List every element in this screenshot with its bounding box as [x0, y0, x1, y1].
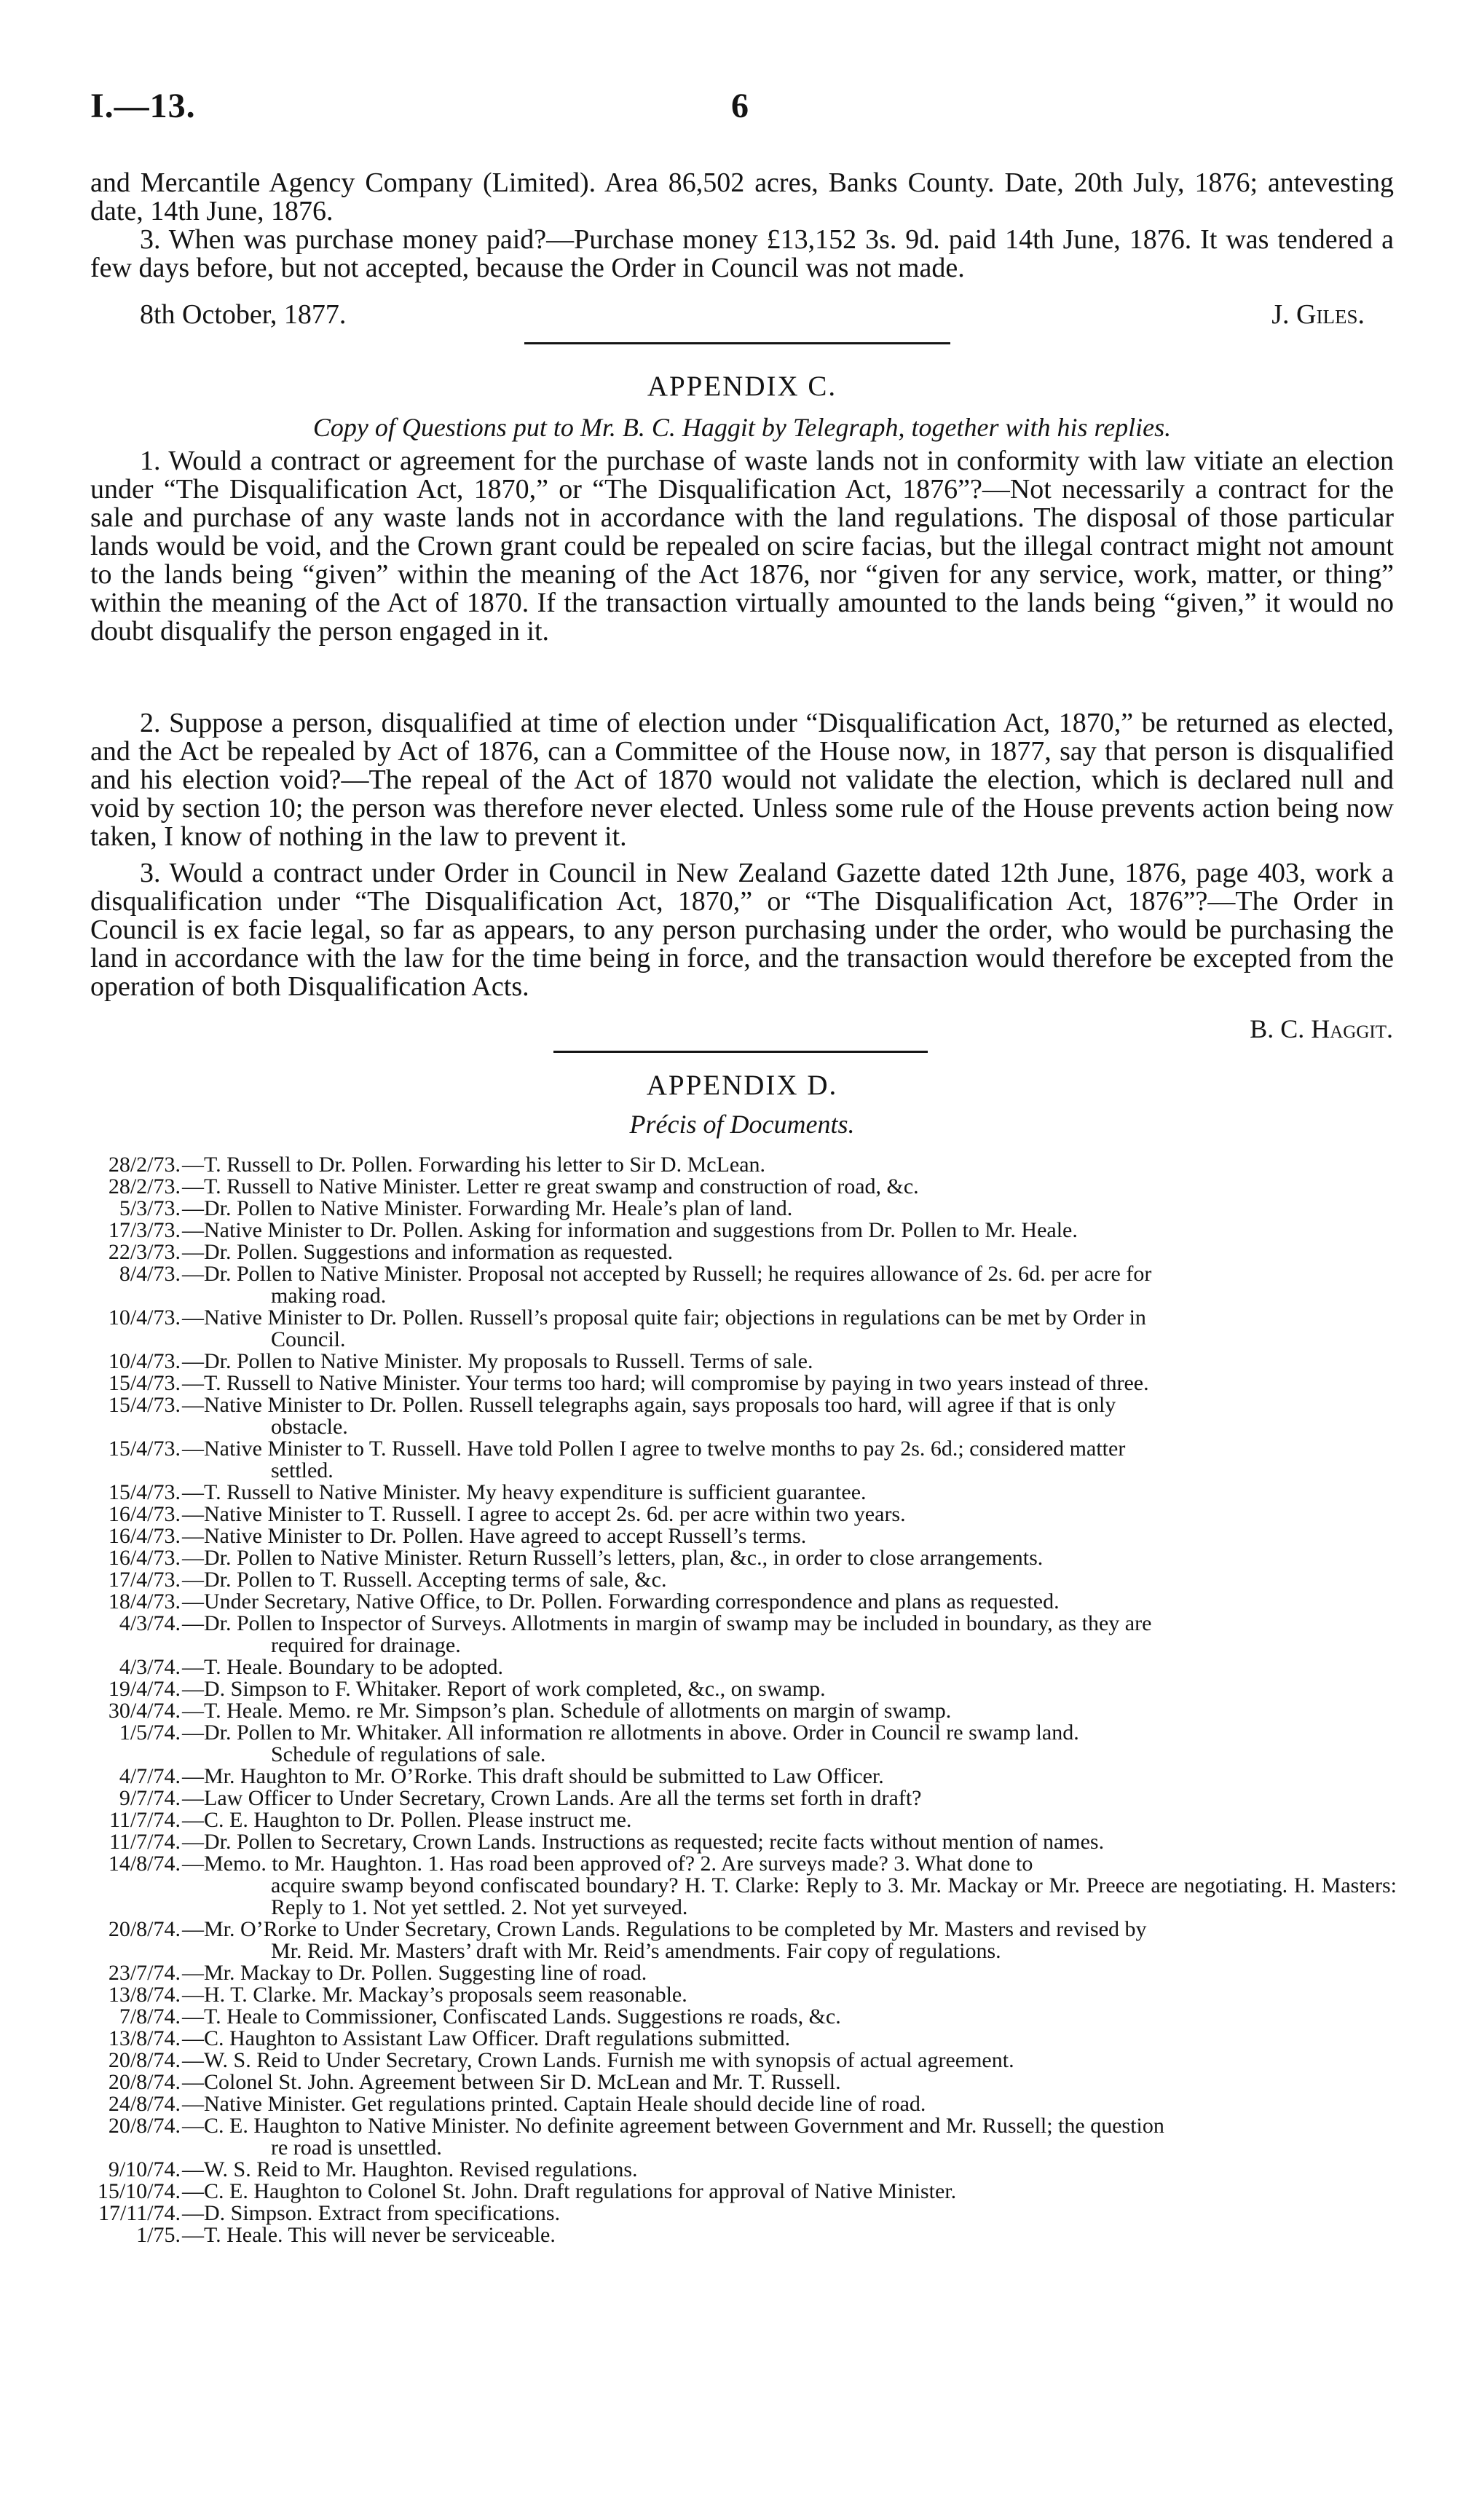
precis-entry-text: [181, 1372, 1397, 1394]
precis-entry-summary: —Dr. Pollen to T. Russell. Accepting terms of sale, &c.: [182, 1568, 667, 1592]
precis-entry-text: [181, 1919, 1397, 1962]
precis-entry: [73, 1154, 1397, 1176]
precis-entry-continuation: obstacle.: [271, 1415, 348, 1439]
precis-entry-summary: —Dr. Pollen. Suggestions and information as requested.: [182, 1240, 674, 1264]
precis-entry-summary: —T. Heale. This will never be serviceable.: [182, 2223, 556, 2247]
precis-entry-summary: —Native Minister to Dr. Pollen. Asking for information and suggestions from Dr. Pollen to Mr. Heale.: [182, 1218, 1078, 1242]
precis-entry-date: 15/4/73.: [108, 1437, 181, 1461]
page-header: [90, 86, 1394, 137]
precis-entry-date: 11/7/74.: [109, 1808, 181, 1832]
precis-entry: [73, 1263, 1397, 1307]
precis-entry-date: 16/4/73.: [108, 1502, 181, 1526]
precis-entry-date: 15/10/74.: [97, 2179, 181, 2203]
precis-entry-summary: —Memo. to Mr. Haughton. 1. Has road been approved of? 2. Are surveys made? 3. What done to: [182, 1852, 1033, 1876]
precis-entry-text: [181, 2159, 1397, 2181]
precis-entry: [73, 1504, 1397, 1525]
precis-entry-text: [181, 1788, 1397, 1809]
precis-entry: [73, 1372, 1397, 1394]
precis-entry-summary: —D. Simpson. Extract from specifications.: [182, 2201, 561, 2225]
precis-entry-date: 20/8/74.: [108, 2070, 181, 2094]
precis-entry: [73, 2115, 1397, 2159]
precis-entry: [73, 1809, 1397, 1831]
precis-entry: [73, 2093, 1397, 2115]
precis-entry-summary: —Dr. Pollen to Mr. Whitaker. All information re allotments in above. Order in Council re swamp land.: [182, 1721, 1079, 1745]
precis-entry-continuation: Schedule of regulations of sale.: [271, 1742, 546, 1766]
precis-entry-summary: —D. Simpson to F. Whitaker. Report of work completed, &c., on swamp.: [182, 1677, 826, 1701]
section-divider: [553, 1051, 928, 1053]
precis-entry-date: 9/10/74.: [108, 2157, 181, 2181]
precis-entry-date: 1/5/74.: [119, 1721, 181, 1745]
precis-entry-text: [181, 2071, 1397, 2093]
precis-entry-date: 14/8/74.: [108, 1852, 181, 1876]
precis-entry-text: [181, 1525, 1397, 1547]
appendix-c-question-1: 1. Would a contract or agreement for the purchase of waste lands not in conformity with law vitiate an election under “The Disqualification Act, 1870,” or “The Disqualification Act, 1876”?—Not necessarily a contract for the sale and purchase of any waste lands not in accordance with the land regulations. The disposal of those particular lands would be void, and the Crown grant could be repealed on scire facias, but the illegal contract might not amount to the lands being “given” within the meaning of the Act 1876, nor “given for any service, work, matter, or thing” within the meaning of the Act of 1870. If the transaction virtually amounted to the lands being “given,” it would no doubt disqualify the person engaged in it.: [90, 446, 1394, 647]
precis-entry-summary: —Mr. Haughton to Mr. O’Rorke. This draft should be submitted to Law Officer.: [182, 1764, 884, 1788]
precis-entry: [73, 1394, 1397, 1438]
precis-entry: [73, 1678, 1397, 1700]
precis-list: [73, 1154, 1397, 2246]
appendix-c-signature: B. C. Haggit.: [1250, 1014, 1393, 1043]
precis-entry-summary: —T. Heale. Boundary to be adopted.: [182, 1655, 503, 1679]
precis-entry-date: 9/7/74.: [119, 1786, 181, 1810]
precis-entry-summary: —Native Minister. Get regulations printed. Captain Heale should decide line of road.: [182, 2092, 926, 2116]
precis-entry-date: 24/8/74.: [108, 2092, 181, 2116]
precis-entry-text: [181, 2006, 1397, 2028]
precis-entry-summary: —Dr. Pollen to Native Minister. Return Russell’s letters, plan, &c., in order to close arrangements.: [182, 1546, 1044, 1570]
precis-entry-text: [181, 2028, 1397, 2050]
precis-entry: [73, 1591, 1397, 1613]
precis-entry: [73, 1700, 1397, 1722]
precis-entry: [73, 1351, 1397, 1372]
precis-entry-continuation: settled.: [271, 1458, 334, 1482]
precis-entry: [73, 1831, 1397, 1853]
precis-entry-summary: —Dr. Pollen to Native Minister. Proposal not accepted by Russell; he requires allowance of 2s. 6d. per acre for: [182, 1262, 1152, 1286]
precis-entry-date: 17/11/74.: [98, 2201, 181, 2225]
precis-entry-summary: —T. Heale. Memo. re Mr. Simpson’s plan. Schedule of allotments on margin of swamp.: [182, 1699, 952, 1723]
precis-entry: [73, 1482, 1397, 1504]
precis-entry-continuation: making road.: [271, 1284, 387, 1308]
precis-entry-continuation: acquire swamp beyond confiscated boundary? H. T. Clarke: Reply to 3. Mr. Mackay or Mr. Preece are negotiating. H. Masters: Reply to 1. Not yet settled. 2. Not yet surveyed.: [271, 1873, 1397, 1919]
precis-entry-date: 7/8/74.: [119, 2004, 181, 2029]
precis-entry-summary: —Dr. Pollen to Native Minister. My proposals to Russell. Terms of sale.: [182, 1349, 813, 1373]
precis-entry-date: 1/75.: [136, 2223, 181, 2247]
precis-entry-date: 17/4/73.: [108, 1568, 181, 1592]
precis-entry: [73, 2006, 1397, 2028]
precis-entry: [73, 2181, 1397, 2203]
precis-entry: [73, 2071, 1397, 2093]
precis-entry-text: [181, 1241, 1397, 1263]
precis-entry-date: 16/4/73.: [108, 1524, 181, 1548]
intro-paragraph-2: 3. When was purchase money paid?—Purchase money £13,152 3s. 9d. paid 14th June, 1876. It was tendered a few days before, but not accepted, because the Order in Council was not made.: [90, 224, 1394, 283]
precis-entry-continuation: Mr. Reid. Mr. Masters’ draft with Mr. Reid’s amendments. Fair copy of regulations.: [271, 1939, 1001, 1963]
precis-entry-summary: —Dr. Pollen to Native Minister. Forwarding Mr. Heale’s plan of land.: [182, 1196, 793, 1220]
precis-entry-date: 10/4/73.: [108, 1349, 181, 1373]
precis-entry-summary: —Colonel St. John. Agreement between Sir D. McLean and Mr. T. Russell.: [182, 2070, 841, 2094]
precis-entry-date: 19/4/74.: [108, 1677, 181, 1701]
precis-entry-text: [181, 1438, 1397, 1482]
precis-entry-text: [181, 1678, 1397, 1700]
precis-entry: [73, 1220, 1397, 1241]
intro-date: 8th October, 1877.: [140, 299, 347, 330]
precis-entry-text: [181, 2093, 1397, 2115]
precis-entry-date: 13/8/74.: [108, 1983, 181, 2007]
precis-entry-date: 5/3/73.: [119, 1196, 181, 1220]
precis-entry-summary: —Native Minister to T. Russell. I agree to accept 2s. 6d. per acre within two years.: [182, 1502, 906, 1526]
precis-entry-date: 22/3/73.: [108, 1240, 181, 1264]
precis-entry: [73, 1176, 1397, 1198]
precis-entry-text: [181, 1984, 1397, 2006]
precis-entry: [73, 1198, 1397, 1220]
precis-entry-text: [181, 1220, 1397, 1241]
precis-entry: [73, 1241, 1397, 1263]
precis-entry-continuation: required for drainage.: [271, 1633, 461, 1657]
precis-entry-text: [181, 1831, 1397, 1853]
precis-entry-summary: —Dr. Pollen to Inspector of Surveys. Allotments in margin of swamp may be included in boundary, as they are: [182, 1611, 1152, 1635]
precis-entry-text: [181, 1307, 1397, 1351]
precis-entry-text: [181, 1154, 1397, 1176]
precis-entry-summary: —Law Officer to Under Secretary, Crown Lands. Are all the terms set forth in draft?: [182, 1786, 922, 1810]
precis-entry-summary: —C. E. Haughton to Dr. Pollen. Please instruct me.: [182, 1808, 632, 1832]
precis-entry-date: 20/8/74.: [108, 2048, 181, 2072]
precis-entry-text: [181, 1394, 1397, 1438]
precis-entry-date: 28/2/73.: [108, 1153, 181, 1177]
precis-entry-date: 23/7/74.: [108, 1961, 181, 1985]
precis-entry: [73, 2028, 1397, 2050]
precis-entry-text: [181, 1656, 1397, 1678]
appendix-c-question-3: 3. Would a contract under Order in Council in New Zealand Gazette dated 12th June, 1876, page 403, work a disqualification under “The Disqualification Act, 1870,” or “The Disqualification Act, 1876”?—The Order in Council is ex facie legal, so far as appears, to any person purchasing under the order, who would be purchasing the land in accordance with the law for the time being in force, and the transaction would therefore be excepted from the operation of both Disqualification Acts.: [90, 858, 1394, 1002]
precis-entry-text: [181, 1962, 1397, 1984]
precis-entry-summary: —T. Russell to Dr. Pollen. Forwarding his letter to Sir D. McLean.: [182, 1153, 766, 1177]
precis-entry: [73, 2203, 1397, 2224]
precis-entry-summary: —T. Heale to Commissioner, Confiscated Lands. Suggestions re roads, &c.: [182, 2004, 841, 2029]
precis-entry: [73, 1919, 1397, 1962]
precis-entry-text: [181, 1547, 1397, 1569]
precis-entry-summary: —C. E. Haughton to Native Minister. No definite agreement between Government and Mr. Russell; the question: [182, 2114, 1164, 2138]
section-divider: [524, 342, 950, 344]
precis-entry: [73, 1547, 1397, 1569]
precis-entry-summary: —T. Russell to Native Minister. Letter re great swamp and construction of road, &c.: [182, 1174, 919, 1198]
precis-entry: [73, 2159, 1397, 2181]
precis-entry-text: [181, 1613, 1397, 1656]
precis-entry-date: 15/4/73.: [108, 1393, 181, 1417]
precis-entry-summary: —Mr. O’Rorke to Under Secretary, Crown Lands. Regulations to be completed by Mr. Masters and revised by: [182, 1917, 1147, 1941]
intro-signature: J. Giles.: [1271, 299, 1365, 330]
precis-entry-summary: —Under Secretary, Native Office, to Dr. Pollen. Forwarding correspondence and plans as requested.: [182, 1589, 1060, 1613]
precis-entry-date: 11/7/74.: [109, 1830, 181, 1854]
precis-entry-continuation: Council.: [271, 1327, 346, 1351]
appendix-d-heading: APPENDIX D.: [646, 1070, 838, 1101]
precis-entry: [73, 1307, 1397, 1351]
precis-entry-summary: —Dr. Pollen to Secretary, Crown Lands. Instructions as requested; recite facts without mention of names.: [182, 1830, 1105, 1854]
precis-entry-summary: —C. E. Haughton to Colonel St. John. Draft regulations for approval of Native Minister.: [182, 2179, 957, 2203]
precis-entry: [73, 1853, 1397, 1919]
precis-entry: [73, 1722, 1397, 1766]
precis-entry-text: [181, 1591, 1397, 1613]
document-code: I.—13.: [90, 87, 196, 125]
precis-entry: [73, 1613, 1397, 1656]
appendix-c-subheading: Copy of Questions put to Mr. B. C. Haggit by Telegraph, together with his replies.: [312, 413, 1172, 442]
precis-entry-date: 20/8/74.: [108, 2114, 181, 2138]
precis-entry-summary: —H. T. Clarke. Mr. Mackay’s proposals seem reasonable.: [182, 1983, 687, 2007]
precis-entry-text: [181, 1700, 1397, 1722]
precis-entry-text: [181, 1263, 1397, 1307]
precis-entry: [73, 1766, 1397, 1788]
precis-entry-date: 4/7/74.: [119, 1764, 181, 1788]
appendix-c-question-2: 2. Suppose a person, disqualified at time of election under “Disqualification Act, 1870,” be returned as elected, and the Act be repealed by Act of 1876, can a Committee of the House now, in 1877, say that person is disqualified and his election void?—The repeal of the Act of 1870 would not validate the election, which is declared null and void by section 10; the person was therefore never elected. Unless some rule of the House prevents action being now taken, I know of nothing in the law to prevent it.: [90, 708, 1394, 852]
precis-entry-text: [181, 1351, 1397, 1372]
precis-entry-summary: —Native Minister to Dr. Pollen. Russell telegraphs again, says proposals too hard, will agree if that is only: [182, 1393, 1116, 1417]
precis-entry-date: 8/4/73.: [119, 1262, 181, 1286]
precis-entry-date: 4/3/74.: [119, 1655, 181, 1679]
precis-entry-continuation: re road is unsettled.: [271, 2136, 442, 2160]
precis-entry: [73, 1962, 1397, 1984]
precis-entry-date: 10/4/73.: [108, 1306, 181, 1330]
precis-entry-summary: —Native Minister to T. Russell. Have told Pollen I agree to twelve months to pay 2s. 6d.; considered matter: [182, 1437, 1126, 1461]
precis-entry-text: [181, 2203, 1397, 2224]
precis-entry-text: [181, 1766, 1397, 1788]
precis-entry: [73, 1569, 1397, 1591]
precis-entry-date: 15/4/73.: [108, 1480, 181, 1504]
intro-paragraph-1: and Mercantile Agency Company (Limited). Area 86,502 acres, Banks County. Date, 20th July, 1876; antevesting date, 14th June, 1876.: [90, 167, 1394, 226]
precis-entry-text: [181, 1176, 1397, 1198]
precis-entry-summary: —C. Haughton to Assistant Law Officer. Draft regulations submitted.: [182, 2026, 791, 2050]
precis-entry-summary: —W. S. Reid to Under Secretary, Crown Lands. Furnish me with synopsis of actual agreement.: [182, 2048, 1014, 2072]
precis-entry: [73, 2224, 1397, 2246]
precis-entry: [73, 1984, 1397, 2006]
precis-entry-date: 28/2/73.: [108, 1174, 181, 1198]
precis-entry-text: [181, 1722, 1397, 1766]
precis-entry: [73, 1788, 1397, 1809]
precis-entry: [73, 1656, 1397, 1678]
precis-entry-summary: —Native Minister to Dr. Pollen. Have agreed to accept Russell’s terms.: [182, 1524, 807, 1548]
precis-entry-summary: —T. Russell to Native Minister. My heavy expenditure is sufficient guarantee.: [182, 1480, 867, 1504]
precis-entry-date: 30/4/74.: [108, 1699, 181, 1723]
precis-entry-summary: —Native Minister to Dr. Pollen. Russell’s proposal quite fair; objections in regulations can be met by Order in: [182, 1306, 1146, 1330]
precis-entry-text: [181, 1482, 1397, 1504]
precis-entry-text: [181, 2181, 1397, 2203]
precis-entry: [73, 1438, 1397, 1482]
precis-entry-summary: —Mr. Mackay to Dr. Pollen. Suggesting line of road.: [182, 1961, 647, 1985]
precis-entry-text: [181, 1198, 1397, 1220]
precis-entry: [73, 2050, 1397, 2071]
precis-entry-text: [181, 2050, 1397, 2071]
precis-entry-summary: —T. Russell to Native Minister. Your terms too hard; will compromise by paying in two years instead of three.: [182, 1371, 1149, 1395]
precis-entry-date: 4/3/74.: [119, 1611, 181, 1635]
precis-entry-text: [181, 1569, 1397, 1591]
precis-entry-summary: —W. S. Reid to Mr. Haughton. Revised regulations.: [182, 2157, 638, 2181]
precis-entry-text: [181, 1504, 1397, 1525]
precis-entry-text: [181, 2115, 1397, 2159]
precis-entry-date: 15/4/73.: [108, 1371, 181, 1395]
precis-entry: [73, 1525, 1397, 1547]
precis-entry-date: 17/3/73.: [108, 1218, 181, 1242]
page-number: 6: [731, 87, 749, 125]
appendix-c-heading: APPENDIX C.: [647, 371, 837, 402]
precis-entry-date: 13/8/74.: [108, 2026, 181, 2050]
precis-entry-date: 20/8/74.: [108, 1917, 181, 1941]
precis-entry-text: [181, 2224, 1397, 2246]
precis-entry-text: [181, 1853, 1397, 1919]
precis-entry-text: [181, 1809, 1397, 1831]
appendix-d-subheading: Précis of Documents.: [629, 1110, 855, 1139]
precis-entry-date: 16/4/73.: [108, 1546, 181, 1570]
precis-entry-date: 18/4/73.: [108, 1589, 181, 1613]
